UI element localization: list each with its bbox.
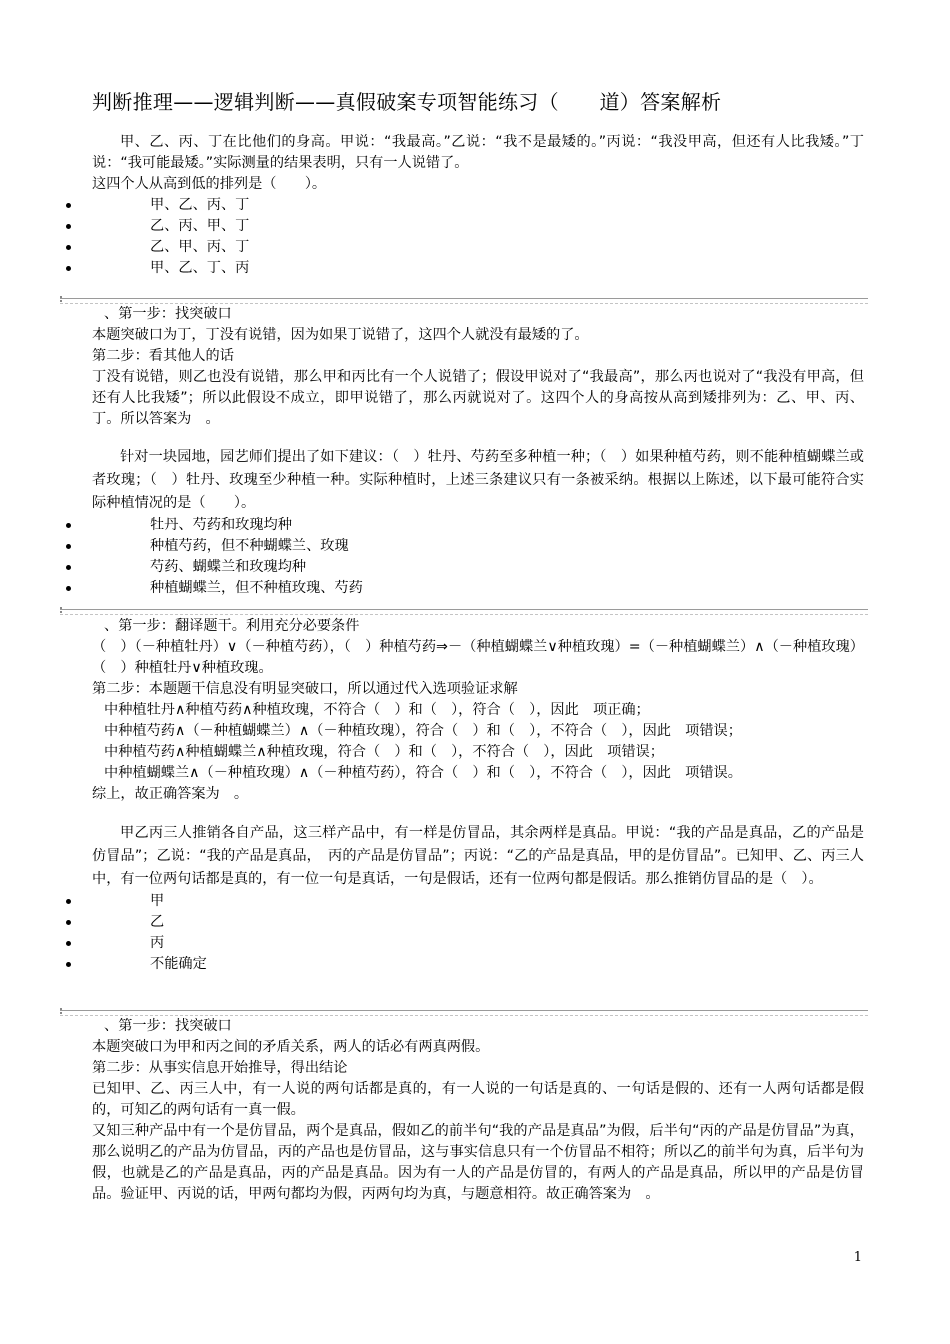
option-c[interactable]: 乙、甲、丙、丁 [92,237,864,258]
divider [60,609,868,615]
analysis-option-check: 中种植芍药∧（－种植蝴蝶兰）∧（－种植玫瑰），符合（ ）和（ ），不符合（ ），因此 项错误； [104,723,742,739]
option-d[interactable]: 甲、乙、丁、丙 [92,258,864,279]
question-2-options [92,515,864,599]
question-2-stem: 针对一块园地，园艺师们提出了如下建议：（ ）牡丹、芍药至多种植一种；（ ）如果种植芍药，则不能种植蝴蝶兰或者玫瑰；（ ）牡丹、玫瑰至少种植一种。实际种植时，上述三条建议只有一条被采纳。根据以上陈述，以下最可能符合实际种植情况的是（ ）。 [92,449,864,511]
question-1-options [92,195,864,279]
analysis-option-check: 中种植牡丹∧种植芍药∧种植玫瑰，不符合（ ）和（ ），符合（ ），因此 项正确； [104,702,650,718]
analysis-step-1: 、第一步：翻译题干。利用充分必要条件 [104,618,360,634]
option-c[interactable]: 芍药、蝴蝶兰和玫瑰均种 [92,557,864,578]
analysis-option-check: 中种植芍药∧种植蝴蝶兰∧种植玫瑰，符合（ ）和（ ），不符合（ ），因此 项错误； [104,744,664,760]
analysis-3 [92,1016,864,1205]
analysis-text: 又知三种产品中有一个是仿冒品，两个是真品，假如乙的前半句“我的产品是真品”为假，后半句“丙的产品是仿冒品”为真，那么说明乙的产品为仿冒品，丙的产品也是仿冒品，这与事实信息只有一个仿冒品不相符；所以乙的前半句为真，后半句为假，也就是乙的产品是真品，丙的产品是真品。因为有一人的产品是仿冒的，有两人的产品是真品，所以甲的产品是仿冒品。验证甲、丙说的话，甲两句都均为假，丙两句均为真，与题意相符。故正确答案为 。 [92,1123,864,1202]
question-1 [92,132,864,279]
option-a[interactable]: 牡丹、芍药和玫瑰均种 [92,515,864,536]
analysis-step-2: 第二步：看其他人的话 [92,348,234,364]
question-3 [92,822,864,975]
analysis-1 [92,304,864,430]
analysis-text: （ ）（－种植牡丹）∨（－种植芍药），（ ）种植芍药⇒－（种植蝴蝶兰∨种植玫瑰）=（－种植蝴蝶兰）∧（－种植玫瑰）（ ）种植牡丹∨种植玫瑰。 [92,639,864,676]
question-3-options [92,891,864,975]
question-1-stem-line-1: 甲、乙、丙、丁在比他们的身高。甲说：“我最高。”乙说：“我不是最矮的。”丙说：“我没甲高，但还有人比我矮。”丁说：“我可能最矮。”实际测量的结果表明，只有一人说错了。 [92,134,864,171]
analysis-text: 本题突破口为丁，丁没有说错，因为如果丁说错了，这四个人就没有最矮的了。 [92,327,589,343]
question-1-stem-line-2: 这四个人从高到低的排列是（ ）。 [92,176,327,192]
analysis-text: 本题突破口为甲和丙之间的矛盾关系，两人的话必有两真两假。 [92,1039,490,1055]
page-title: 判断推理——逻辑判断——真假破案专项智能练习（ 道）答案解析 [92,90,722,114]
option-a[interactable]: 甲、乙、丙、丁 [92,195,864,216]
option-d[interactable]: 不能确定 [92,954,864,975]
option-a[interactable]: 甲 [92,891,864,912]
analysis-2 [92,616,864,805]
question-3-stem: 甲乙丙三人推销各自产品，这三样产品中，有一样是仿冒品，其余两样是真品。甲说：“我的产品是真品，乙的产品是仿冒品”；乙说：“我的产品是真品， 丙的产品是仿冒品”；丙说：“乙的产品是真品，甲的是仿冒品”。已知甲、乙、丙三人中，有一位两句话都是真的，有一位一句是真话，一句是假话，还有一位两句都是假话。那么推销仿冒品的是（ ）。 [92,825,864,887]
question-2 [92,446,864,599]
analysis-step-2: 第二步：本题题干信息没有明显突破口，所以通过代入选项验证求解 [92,681,518,697]
page-number: 1 [853,1250,862,1265]
analysis-conclusion: 综上，故正确答案为 。 [92,786,249,802]
option-b[interactable]: 乙、丙、甲、丁 [92,216,864,237]
analysis-step-1: 、第一步：找突破口 [104,306,232,322]
option-b[interactable]: 种植芍药，但不种蝴蝶兰、玫瑰 [92,536,864,557]
analysis-text: 已知甲、乙、丙三人中，有一人说的两句话都是真的，有一人说的一句话是真的、一句话是假的、还有一人两句话都是假的，可知乙的两句话有一真一假。 [92,1081,864,1118]
option-c[interactable]: 丙 [92,933,864,954]
analysis-step-1: 、第一步：找突破口 [104,1018,232,1034]
analysis-step-2: 第二步：从事实信息开始推导，得出结论 [92,1060,348,1076]
analysis-text: 丁没有说错，则乙也没有说错，那么甲和丙比有一个人说错了；假设甲说对了“我最高”，那么丙也说对了“我没有甲高，但还有人比我矮”；所以此假设不成立，即甲说错了，那么丙就说对了。这四个人的身高按从高到矮排列为：乙、甲、丙、丁。所以答案为 。 [92,369,864,427]
option-d[interactable]: 种植蝴蝶兰，但不种植玫瑰、芍药 [92,578,864,599]
option-b[interactable]: 乙 [92,912,864,933]
analysis-option-check: 中种植蝴蝶兰∧（－种植玫瑰）∧（－种植芍药），符合（ ）和（ ），不符合（ ），因此 项错误。 [104,765,742,781]
